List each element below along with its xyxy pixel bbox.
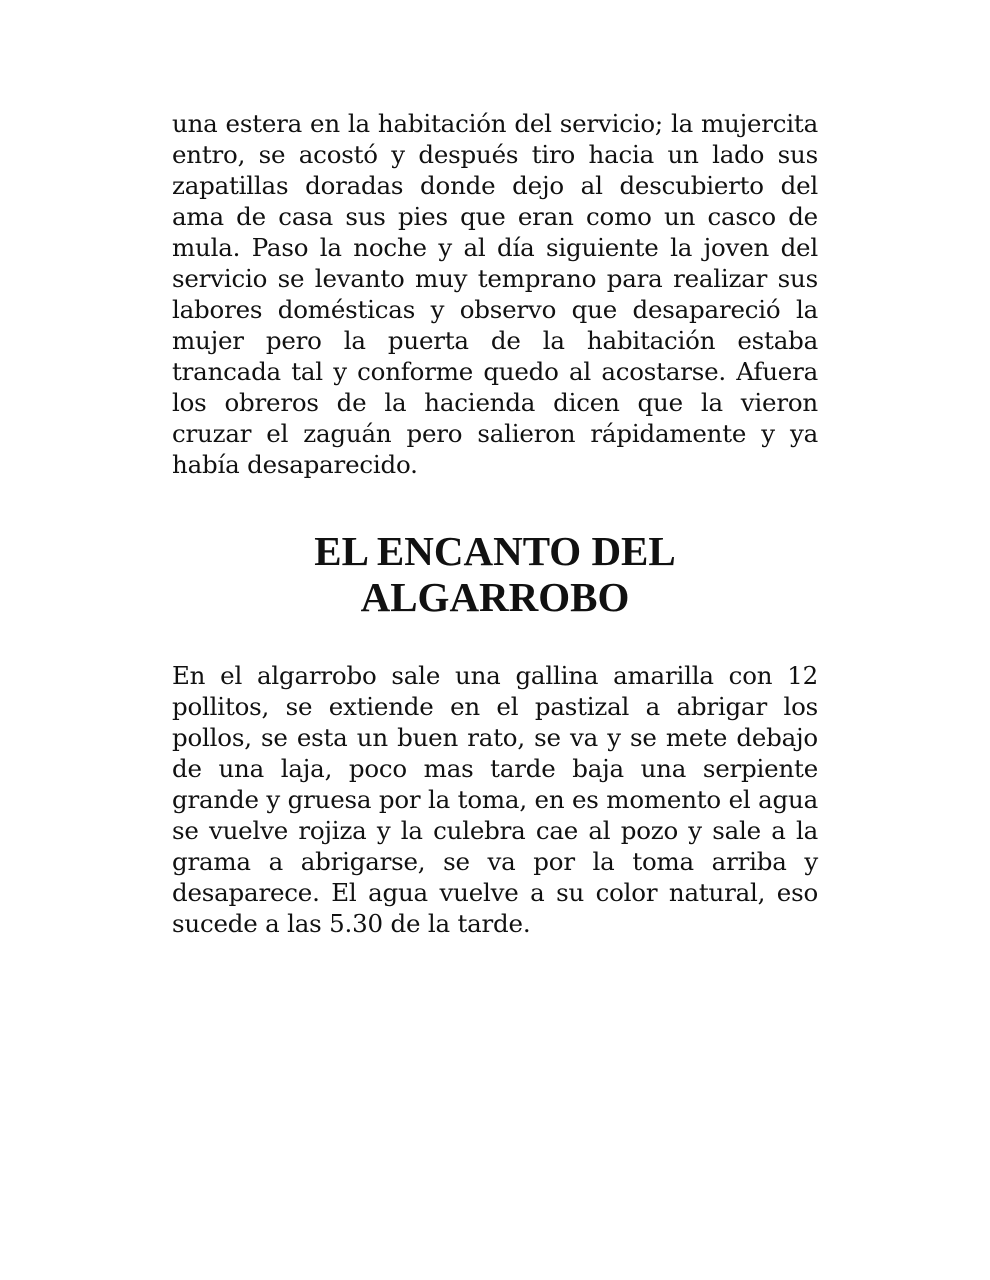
paragraph-continuation: una estera en la habitación del servicio; la mujercita entro, se acostó y después tiro hacia un lado sus zapatillas doradas donde dejo al descubierto del ama de casa sus pies que eran como un casco de mula. Paso la noche y al día siguiente la joven del servicio se levanto muy temprano para realizar sus labores domésticas y observo que desapareció la mujer pero la puerta de la habitación estaba trancada tal y conforme quedo al acostarse. Afuera los obreros de la hacienda dicen que la vieron cruzar el zaguán pero salieron rápidamente y ya había desaparecido. [172, 109, 818, 479]
section-title-line-1: EL ENCANTO DEL [314, 528, 676, 574]
section-title-line-2: ALGARROBO [360, 574, 630, 620]
paragraph-algarrobo: En el algarrobo sale una gallina amarilla con 12 pollitos, se extiende en el pastizal a abrigar los pollos, se esta un buen rato, se va y se mete debajo de una laja, poco mas tarde baja una serpiente grande y gruesa por la toma, en es momento el agua se vuelve rojiza y la culebra cae al pozo y sale a la grama a abrigarse, se va por la toma arriba y desaparece. El agua vuelve a su color natural, eso sucede a las 5.30 de la tarde. [172, 661, 818, 938]
section-title [172, 528, 818, 620]
document-page [172, 108, 818, 939]
